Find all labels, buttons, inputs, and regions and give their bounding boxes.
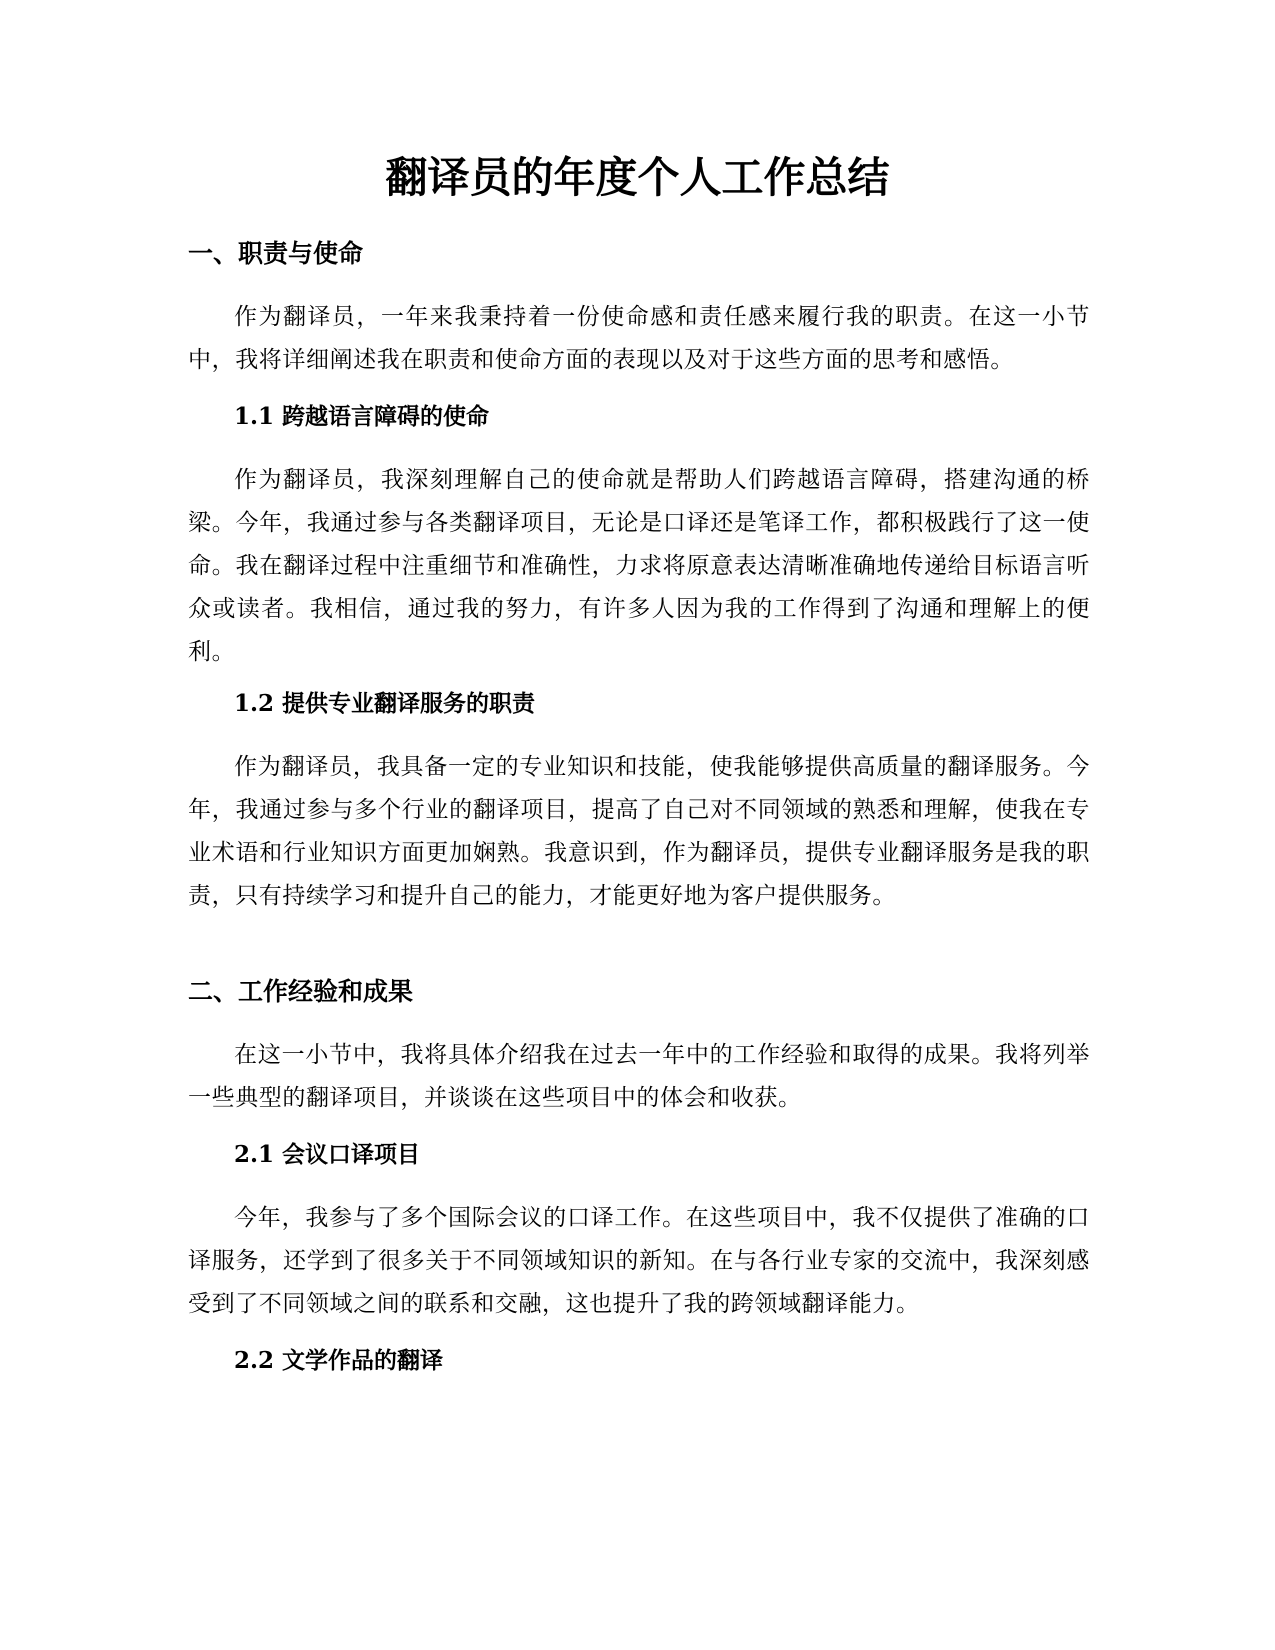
subsection-1-2-body: 作为翻译员，我具备一定的专业知识和技能，使我能够提供高质量的翻译服务。今年，我通过参与多个行业的翻译项目，提高了自己对不同领域的熟悉和理解，使我在专业术语和行业知识方面更加娴熟。我意识到，作为翻译员，提供专业翻译服务是我的职责，只有持续学习和提升自己的能力，才能更好地为客户提供服务。 [188, 754, 1090, 909]
section-2-intro: 在这一小节中，我将具体介绍我在过去一年中的工作经验和取得的成果。我将列举一些典型的翻译项目，并谈谈在这些项目中的体会和收获。 [188, 1042, 1090, 1111]
subsection-2-2-heading: 2.2 文学作品的翻译 [234, 1347, 444, 1374]
section-1-heading: 一、职责与使命 [188, 239, 364, 268]
document-title: 翻译员的年度个人工作总结 [385, 153, 890, 202]
section-2-heading: 二、工作经验和成果 [188, 977, 414, 1006]
subsection-1-1-body: 作为翻译员，我深刻理解自己的使命就是帮助人们跨越语言障碍，搭建沟通的桥梁。今年，我通过参与各类翻译项目，无论是口译还是笔译工作，都积极践行了这一使命。我在翻译过程中注重细节和准确性，力求将原意表达清晰准确地传递给目标语言听众或读者。我相信，通过我的努力，有许多人因为我的工作得到了沟通和理解上的便利。 [188, 467, 1090, 665]
subsection-1-2-heading: 1.2 提供专业翻译服务的职责 [234, 690, 536, 717]
subsection-2-1-body: 今年，我参与了多个国际会议的口译工作。在这些项目中，我不仅提供了准确的口译服务，还学到了很多关于不同领域知识的新知。在与各行业专家的交流中，我深刻感受到了不同领域之间的联系和交融，这也提升了我的跨领域翻译能力。 [188, 1205, 1090, 1317]
section-1-intro: 作为翻译员，一年来我秉持着一份使命感和责任感来履行我的职责。在这一小节中，我将详细阐述我在职责和使命方面的表现以及对于这些方面的思考和感悟。 [188, 304, 1090, 373]
subsection-2-1-heading: 2.1 会议口译项目 [234, 1141, 421, 1168]
subsection-1-1-heading: 1.1 跨越语言障碍的使命 [234, 403, 490, 430]
